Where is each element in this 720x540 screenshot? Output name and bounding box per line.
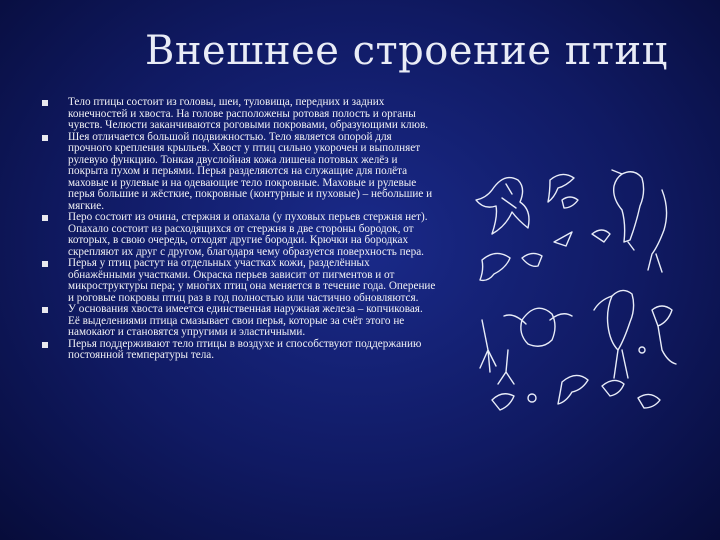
list-item <box>42 258 437 304</box>
list-item <box>42 97 437 132</box>
bird-sketches-icon <box>462 150 684 450</box>
bullet-square-icon <box>42 307 48 313</box>
bullet-square-icon <box>42 135 48 141</box>
bullet-text: Шея отличается большой подвижностью. Тело является опорой для прочного крепления крыльев. Хвост у птиц сильно укорочен и выполняет рулевую функцию. Тонкая двуслойная кожа лишена потовых желёз и покрыта пухом и перьями. Перья разделяются на служащие для полёта маховые и рулевые и на одевающие тело покровные. Маховые и рулевые перья большие и жёсткие, покровные (контурные и пуховые) – небольшие и мягкие. <box>68 130 433 212</box>
page-title: Внешнее строение птиц <box>145 28 668 74</box>
bullet-square-icon <box>42 215 48 221</box>
list-item <box>42 132 437 213</box>
bullet-square-icon <box>42 261 48 267</box>
bullet-text: Перья поддерживают тело птицы в воздухе и способствуют поддержанию постоянной температуры тела. <box>68 337 422 361</box>
list-item <box>42 304 437 339</box>
bullet-text: У основания хвоста имеется единственная наружная железа – копчиковая. Её выделениями птица смазывает свои перья, которые за счёт этого не намокают и становятся упругими и эластичными. <box>68 303 423 338</box>
bullet-square-icon <box>42 100 48 106</box>
bullet-text: Перья у птиц растут на отдельных участках кожи, разделённых обнажёнными участками. Окраска перьев зависит от пигментов и от микроструктуры пера; у многих птиц она меняется в течение года. Оперение и роговые покровы птиц раз в год полностью или частично обновляются. <box>68 257 436 304</box>
bullet-list <box>42 97 437 362</box>
bird-sketches-drawing <box>462 150 684 450</box>
bullet-square-icon <box>42 342 48 348</box>
list-item <box>42 212 437 258</box>
bullet-text: Тело птицы состоит из головы, шеи, туловища, передних и задних конечностей и хвоста. На голове расположены ротовая полость и органы чувств. Челюсти заканчиваются роговыми покровами, образующими клюв. <box>68 96 429 131</box>
bullet-text: Перо состоит из очина, стержня и опахала (у пуховых перьев стержня нет). Опахало состоит из расходящихся от стержня в две стороны бородок, от которых, в свою очередь, отходят другие бородки. Крючки на бородках скрепляют их друг с другом, благодаря чему образуется поверхность пера. <box>68 211 428 258</box>
list-item <box>42 339 437 362</box>
